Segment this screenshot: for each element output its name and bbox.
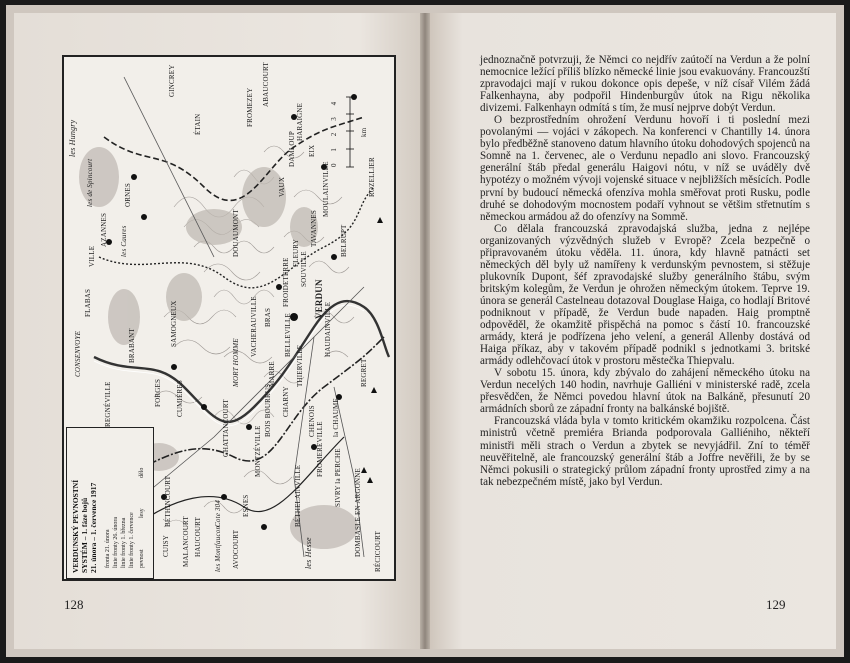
place-vaux: VAUX [278,176,286,197]
place-la-chaume: la CHAUME [332,398,340,437]
place-abaucourt: ABAUCOURT [262,62,270,107]
legend-title: VERDUNSKÝ PEVNOSTNÍ SYSTÉM – 1. fáze bojů 21. února – 1. července 1917 [71,479,98,573]
place-cote-304: Cote 304 [214,499,222,527]
place-souville: SOUVILLE [300,251,308,287]
legend-item: pevnost [139,549,145,568]
place-dombasle: DOMBASLE EN ARGONNE [354,468,362,557]
paragraph: jednoznačně potvrzuji, že Němci co nejdřív zaútočí na Verdun a že polní nemocnice ležící příliš blízko německé linie jsou evakuovány. Francouzští zpravodajci mají v rukou dokonce opis depeše, v níž císař Vilém žádá Falkenhayna, aby podpořil Hindenburgův útok na Rigu několika divizemi. Falkenhayn odmítá s tím, že musí nejprve dobýt Verdun. [480,54,810,115]
place-douaumont: DOUAUMONT [232,209,240,257]
legend-item: lesy [139,508,145,518]
place-charny: CHARNY [282,386,290,417]
place-sivry: SIVRY la PERCHE [334,448,342,507]
place-regneville: REGNÉVILLE [104,381,112,427]
place-etain: ÉTAIN [194,113,202,135]
place-eix: EIX [308,144,316,157]
place-les-caures: les Caures [120,225,128,257]
place-belrupt: BELRUPT [340,224,348,257]
paragraph: Francouzská vláda byla v tomto kritickém okamžiku rozpolcena. Část ministrů včetně premiéra Brianda podporovala Galliéniho, někteří ministři měli strach o Verdun a zbytek se nevyjádřil. Zní to téměř neuvěřitelně, ale francouzský generální štáb a Joffre nevěřili, že by se Němci pokusili o strategický průlom západní fronty uprostřed zimy a na tak nebezpečném místě, jako byl Verdun. [480,415,810,488]
place-avocourt: AVOCOURT [232,529,240,569]
place-forges: FORGES [154,378,162,407]
place-bethincourt: BÉTHINCOURT [164,475,172,527]
page-number-right: 129 [766,597,786,612]
place-les-hesse: les Hesse [304,537,313,569]
place-froideterre: FROIDETERRE [282,257,290,307]
book-gutter [420,13,430,649]
legend-item: linie fronty 26. února [113,517,119,568]
body-text [480,54,810,488]
place-les-montfaucon: les Montfaucon [214,525,222,572]
left-page [14,13,420,649]
place-gincrey: GINCREY [168,64,176,97]
place-chattancourt: CHATTANCOURT [222,399,230,457]
place-montzeville: MONTZÉVILLE [254,425,262,477]
place-marre: MARRE [268,361,276,387]
map-legend [66,427,154,579]
place-regret: REGRET [360,358,368,387]
place-tavannes: TAVANNES [310,210,318,247]
place-les-hungry: les Hungry [68,119,77,157]
place-fromezey: FROMEZEY [246,87,254,127]
place-bethelainville: BÉTHELAINVILLE [294,464,302,527]
place-haudainville: HAUDAINVILLE [324,301,332,357]
place-samogneux: SAMOGNEUX [170,300,178,347]
paragraph: V sobotu 15. února, kdy zbývalo do zahájení německého útoku na Verdun necelých 140 hodin, navrhuje Galliéni v ministerské radě, zcela přesvědčen, že Němci povedou hlavní útok na Balkáně, přesunutí 20 armádních sborů ze západní fronty na balkánské bojiště. [480,367,810,416]
place-moulainville: MOULAINVILLE [322,161,330,217]
place-haraigne: HARAIGNE [296,102,304,141]
place-mort-homme: MORT HOMME [232,338,240,387]
place-haucourt: HAUCOURT [194,516,202,557]
legend-item: fronta 21. února [105,529,111,568]
place-vacherauville: VACHERAUVILLE [250,296,258,357]
scale-ticks: 0 1 2 3 4 [330,101,338,167]
place-belleville: BELLEVILLE [284,313,292,357]
place-verdun: VERDUN [314,279,324,319]
legend-item: linie fronty 1. července [129,512,135,568]
place-rozellier: ROZELLIER [368,157,376,197]
place-azannes: AZANNES [100,212,108,247]
book-spread [6,5,844,657]
legend-item: dělo [139,467,145,478]
place-bois-bourrus: BOIS BOURRUS [264,383,272,437]
place-consenvoye: CONSENVOYE [74,330,82,377]
place-bras: BRAS [264,307,272,327]
place-ornes: ORNES [124,183,132,207]
place-cuisy: CUISY [162,534,170,557]
place-ville: VILLE [88,245,96,267]
paragraph: O bezprostředním ohrožení Verdunu hovoří i ti poslední mezi povolanými — vojáci v zákopech. Na konferenci v Chantilly 14. února bylo předběžně stanoveno datum hlavního útoku dohodových spojenců na Somně na 1. červenec, ale o Verdunu nepadlo ani slovo. Francouzský generální štáb předal generálu Haigovi nótu, v níž se uváděly dvě hypotézy o možném vývoji vojenské situace v nejbližších měsících. Podle první by budoucí německá ofenzíva mohla směřovat proti Rusku, podle druhé se dohodovým mocnostem podaří vyhnout se většim střetnutím s německou armádou až do ofenzívy na Sommě. [480,114,810,223]
place-chenois: CHENOIS [308,405,316,437]
place-les-spincourt: les de Spincourt [86,158,94,207]
place-thierville: THIERVILLE [296,344,304,387]
place-esnes: ESNES [242,494,250,517]
place-recicourt: RÉCICOURT [374,530,382,572]
page-number-left: 128 [64,597,84,612]
place-brabant: BRABANT [128,328,136,363]
place-cumieres: CUMIÈRES [176,380,184,417]
paragraph: Co dělala francouzská zpravodajská služba, jedna z nejlépe organizovaných výzvědných služeb v Evropě? Zcela bezpečně o připravovaném útoku věděla. 11. února, kdy hlavně patnácti set německých děl byly už namířeny k verdunským pevnostem, si stěžuje plukovník Dupont, šéf zpravodajské služby generálního štábu, svým britským kolegům, že Verdun je ohrožen německým útokem. Teprve 19. února se generál Castelneau dotazoval Douglase Haiga, co hodlají Britové podniknout v případě, že Verdun bude napaden. Haig promptně odpověděl, že okamžitě přispěchá na pomoc s částí 10. francouzské armády, která je podřízena jeho velení, a generál Allenby dostává od Haiga příkaz, aby v takovém případě podnikl s jednotkami 3. britské armády odlehčovací útok v prostoru městečka Thiepvalu. [480,222,810,368]
scale-label: km [360,127,368,137]
place-flabas: FLABAS [84,288,92,317]
legend-item: linie fronty 1. března [121,517,127,568]
place-fleury: FLEURY [292,238,300,267]
place-fromereville: FROMEREVILLE [316,421,324,477]
place-malancourt: MALANCOURT [182,516,190,567]
verdun-map [62,55,396,581]
place-damloup: DAMLOUP [288,130,296,167]
right-page [430,13,836,649]
